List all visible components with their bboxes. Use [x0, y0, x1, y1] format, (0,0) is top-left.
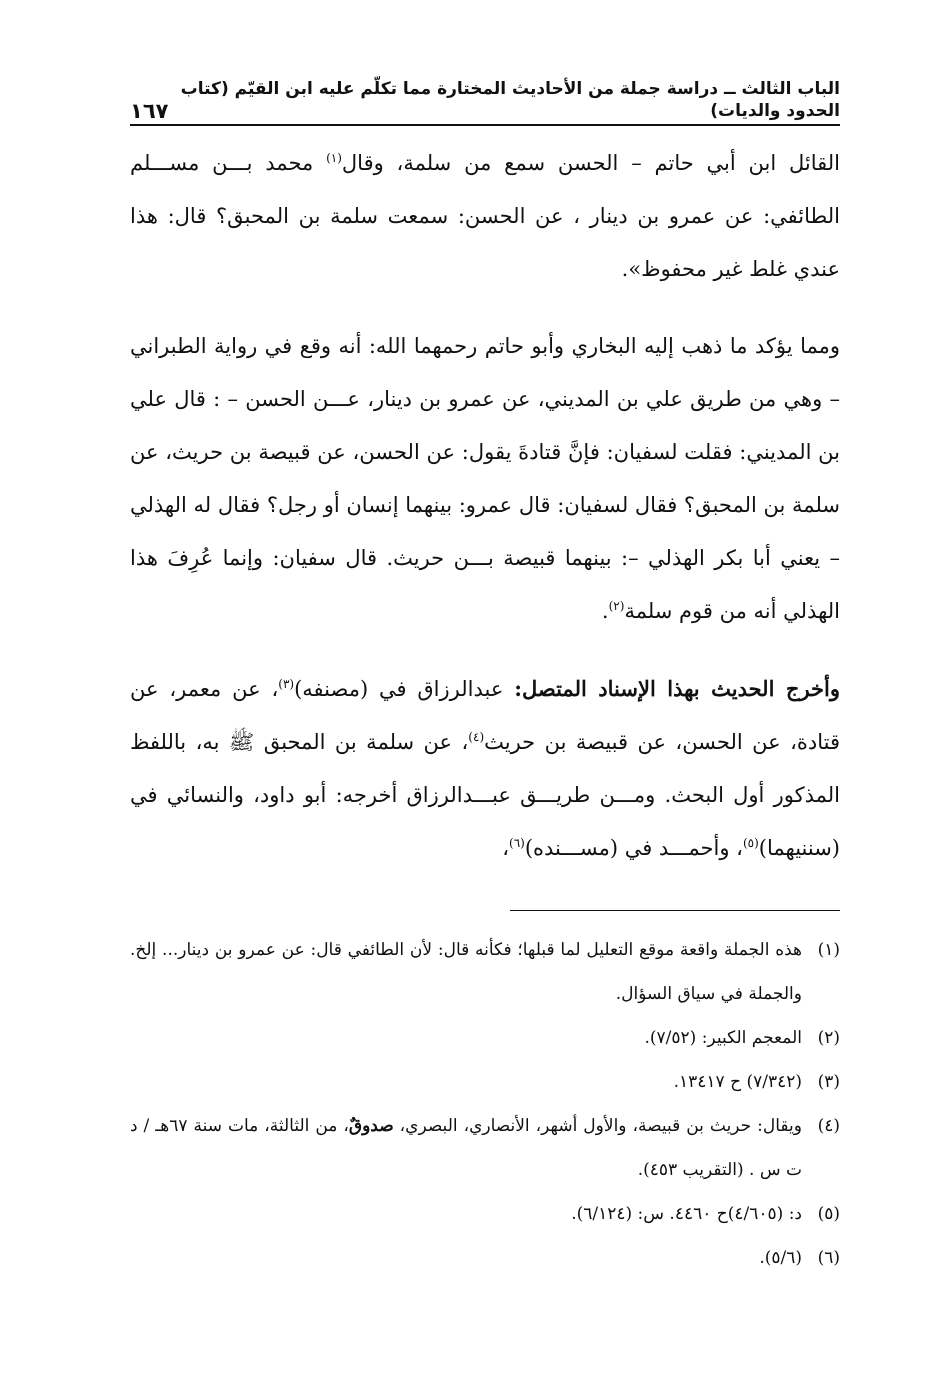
header-title: الباب الثالث ــ دراسة جملة من الأحاديث المختارة مما تكلّم عليه ابن القيّم (كتاب الحدود والديات)	[180, 79, 840, 121]
paragraph-text: ، عن سلمة بن المحبق ﷺ به، باللفظ المذكور أول البحث. ومـــن طريـــق عبـــدالرزاق أخرجه: أبو داود، والنسائي في (سننيهما)	[130, 730, 840, 860]
footnote-text: ، من الثالثة، مات سنة ٦٧هـ / د ت س . (التقريب ٤٥٣).	[130, 1116, 802, 1180]
footnotes	[130, 928, 840, 1280]
footnote-4	[130, 1104, 840, 1192]
footnote-ref-3[interactable]: (٣)	[278, 677, 295, 691]
footnote-number: (٦)	[817, 1248, 840, 1268]
footnote-2	[130, 1016, 840, 1060]
footnote-text: ويقال: حريث بن قبيصة، والأول أشهر، الأنصاري، البصري،	[393, 1116, 802, 1136]
footnote-1	[130, 928, 840, 1016]
footnote-text: د: (٤/٦٠٥)ح ٤٤٦٠. س: (٦/١٢٤).	[571, 1204, 802, 1224]
page-number: ١٦٧	[130, 99, 169, 123]
paragraph-text: .	[601, 599, 609, 623]
footnote-text: المعجم الكبير: (٧/٥٢).	[644, 1028, 802, 1048]
footnote-number: (٤)	[817, 1116, 840, 1136]
paragraph-text: ومما يؤكد ما ذهب إليه البخاري وأبو حاتم رحمهما الله: أنه وقع في رواية الطبراني – وهي من طريق علي بن المديني، عن عمرو بن دينار، عـــن الحسن – : قال علي بن المديني: فقلت لسفيان: فإنَّ قتادةَ يقول: عن الحسن، عن قبيصة بن حريث، عن سلمة بن المحبق؟ فقال لسفيان: قال عمرو: بينهما إنسان أو رجل؟ فقال له الهذلي – يعني أبا بكر الهذلي –: بينهما قبيصة بـــن حريث. قال سفيان: وإنما عُرِفَ هذا الهذلي أنه من قوم سلمة	[130, 334, 840, 623]
paragraph-text: عبدالرزاق في (مصنفه)	[294, 677, 515, 701]
header-divider	[130, 124, 840, 126]
footnote-3	[130, 1060, 840, 1104]
footnote-number: (٥)	[817, 1204, 840, 1224]
footnote-ref-6[interactable]: (٦)	[509, 836, 525, 850]
footnote-ref-1[interactable]: (١)	[326, 151, 342, 165]
running-header	[130, 79, 840, 123]
paragraph-text: ، عن معمر، عن قتادة، عن الحسن، عن قبيصة بن حريث	[130, 677, 840, 754]
section-lead-heading: وأخرج الحديث بهذا الإسناد المتصل:	[514, 676, 840, 701]
footnote-text: هذه الجملة واقعة موقع التعليل لما قبلها؛ فكأنه قال: لأن الطائفي قال: عن عمرو بن دينار... إلخ. والجملة في سياق السؤال.	[130, 940, 802, 1004]
footnote-text: (٥/٦).	[759, 1248, 802, 1268]
paragraph-text: ، وأحمـــد في (مســـنده)	[524, 836, 743, 860]
main-text	[130, 137, 840, 875]
footnote-divider	[510, 910, 840, 911]
footnote-5	[130, 1192, 840, 1236]
paragraph-text: محمد بـــن مســـلم الطائفي: عن عمرو بن دينار ، عن الحسن: سمعت سلمة بن المحبق؟ قال: هذا عندي غلط غير محفوظ».	[130, 151, 840, 281]
footnote-ref-2[interactable]: (٢)	[608, 599, 625, 613]
footnote-number: (١)	[817, 940, 840, 960]
paragraph-1	[130, 137, 840, 296]
footnote-ref-5[interactable]: (٥)	[742, 836, 759, 850]
footnote-grade: صدوقٌ	[348, 1116, 394, 1136]
paragraph-3	[130, 662, 840, 875]
footnote-number: (٣)	[817, 1072, 840, 1092]
paragraph-2	[130, 320, 840, 638]
footnote-6	[130, 1236, 840, 1280]
paragraph-text: القائل ابن أبي حاتم – الحسن سمع من سلمة، وقال	[341, 151, 840, 175]
footnote-number: (٢)	[817, 1028, 840, 1048]
footnote-ref-4[interactable]: (٤)	[468, 730, 485, 744]
paragraph-text: ،	[502, 836, 509, 860]
footnote-text: (٧/٣٤٢) ح ١٣٤١٧.	[673, 1072, 802, 1092]
